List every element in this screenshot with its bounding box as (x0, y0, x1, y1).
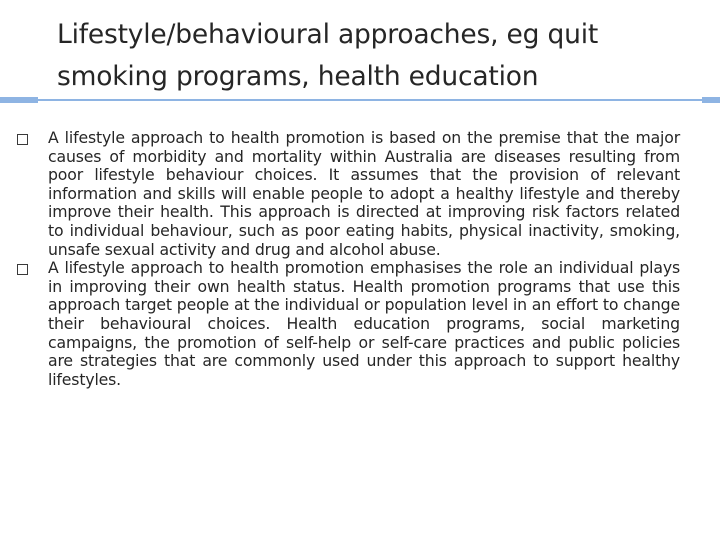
hollow-square-bullet-icon (17, 264, 28, 275)
bullet-item-1 (17, 129, 680, 259)
title-divider (0, 99, 720, 101)
bullet-text-2: A lifestyle approach to health promotion emphasises the role an individual plays in improving their own health status. Health promotion programs that use this approach target people at the individual or population level in an effort to change their behavioural choices. Health education programs, social marketing campaigns, the promotion of self-help or self-care practices and public policies are strategies that are commonly used under this approach to support healthy lifestyles. (48, 258, 680, 389)
slide-title: Lifestyle/behavioural approaches, eg quit smoking programs, health education (57, 19, 599, 92)
bullet-list (17, 129, 680, 389)
hollow-square-bullet-icon (17, 134, 28, 145)
bullet-item-2 (17, 259, 680, 389)
bullet-text-1: A lifestyle approach to health promotion is based on the premise that the major causes of morbidity and mortality within Australia are diseases resulting from poor lifestyle behaviour choices. It assumes that the provision of relevant information and skills will enable people to adopt a healthy lifestyle and thereby improve their health. This approach is directed at improving risk factors related to individual behaviour, such as poor eating habits, physical inactivity, smoking, unsafe sexual activity and drug and alcohol abuse. (48, 128, 680, 259)
